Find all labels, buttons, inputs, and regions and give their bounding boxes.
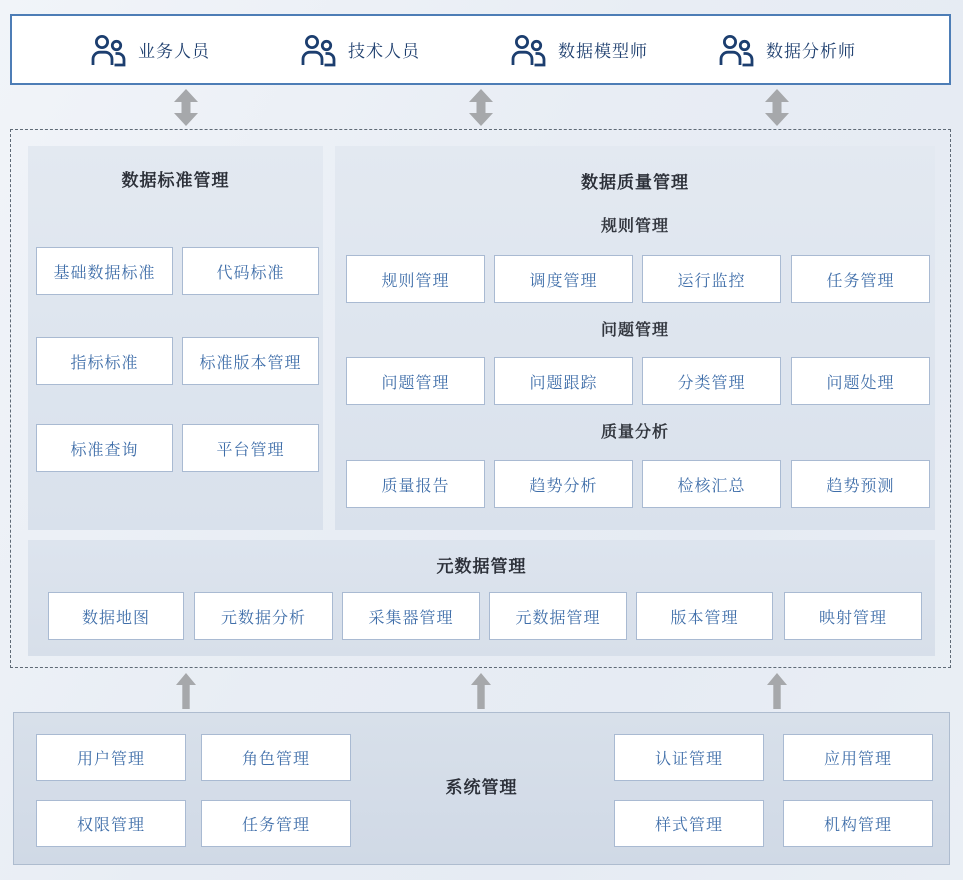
quality-analysis-subtitle: 质量分析 (600, 424, 669, 441)
role-label: 数据模型师 (558, 42, 648, 61)
permission-mgmt-button[interactable]: 权限管理 (36, 800, 186, 847)
app-mgmt-button[interactable]: 应用管理 (783, 734, 933, 781)
standard-version-button[interactable]: 标准版本管理 (182, 337, 319, 385)
data-map-button[interactable]: 数据地图 (48, 592, 184, 640)
basic-data-standard-button[interactable]: 基础数据标准 (36, 247, 173, 295)
user-group-icon (510, 33, 547, 67)
version-mgmt-button[interactable]: 版本管理 (636, 592, 773, 640)
issue-mgmt-button[interactable]: 问题管理 (346, 357, 485, 405)
role-label: 数据分析师 (766, 42, 856, 61)
auth-mgmt-button[interactable]: 认证管理 (614, 734, 764, 781)
run-monitor-button[interactable]: 运行监控 (642, 255, 781, 303)
mapping-mgmt-button[interactable]: 映射管理 (784, 592, 922, 640)
collector-mgmt-button[interactable]: 采集器管理 (342, 592, 480, 640)
metadata-analysis-button[interactable]: 元数据分析 (194, 592, 333, 640)
double-arrow-icon (764, 89, 790, 126)
style-mgmt-button[interactable]: 样式管理 (614, 800, 764, 847)
standard-query-button[interactable]: 标准查询 (36, 424, 173, 472)
user-group-icon (718, 33, 755, 67)
role-item-data-analyst (718, 16, 856, 83)
double-arrow-icon (173, 89, 199, 126)
org-mgmt-button[interactable]: 机构管理 (783, 800, 933, 847)
role-mgmt-button[interactable]: 角色管理 (201, 734, 351, 781)
user-group-icon (90, 33, 127, 67)
role-item-data-modeler (510, 16, 648, 83)
category-mgmt-button[interactable]: 分类管理 (642, 357, 781, 405)
issue-tracking-button[interactable]: 问题跟踪 (494, 357, 633, 405)
panel-title: 系统管理 (445, 778, 518, 797)
roles-bar (10, 14, 951, 85)
up-arrow-icon (175, 673, 197, 709)
indicator-standard-button[interactable]: 指标标准 (36, 337, 173, 385)
up-arrow-icon (470, 673, 492, 709)
task-mgmt-sys-button[interactable]: 任务管理 (201, 800, 351, 847)
metadata-mgmt-button[interactable]: 元数据管理 (489, 592, 627, 640)
role-label: 业务人员 (138, 42, 210, 61)
panel-title: 数据标准管理 (121, 171, 230, 190)
task-mgmt-button[interactable]: 任务管理 (791, 255, 930, 303)
issue-mgmt-subtitle: 问题管理 (600, 322, 669, 339)
role-item-technical (300, 16, 420, 83)
code-standard-button[interactable]: 代码标准 (182, 247, 319, 295)
role-item-business (90, 16, 210, 83)
user-group-icon (300, 33, 337, 67)
schedule-mgmt-button[interactable]: 调度管理 (494, 255, 633, 303)
double-arrow-icon (468, 89, 494, 126)
rule-mgmt-subtitle: 规则管理 (600, 218, 669, 235)
role-label: 技术人员 (348, 42, 420, 61)
system-mgmt-panel (13, 712, 950, 865)
user-mgmt-button[interactable]: 用户管理 (36, 734, 186, 781)
trend-forecast-button[interactable]: 趋势预测 (791, 460, 930, 508)
up-arrow-icon (766, 673, 788, 709)
panel-title: 数据质量管理 (581, 173, 689, 192)
quality-report-button[interactable]: 质量报告 (346, 460, 485, 508)
data-quality-panel (335, 146, 935, 530)
panel-title: 元数据管理 (436, 557, 527, 576)
platform-mgmt-button[interactable]: 平台管理 (182, 424, 319, 472)
metadata-panel (28, 540, 935, 656)
issue-handling-button[interactable]: 问题处理 (791, 357, 930, 405)
check-summary-button[interactable]: 检核汇总 (642, 460, 781, 508)
data-standard-panel (28, 146, 323, 530)
rule-mgmt-button[interactable]: 规则管理 (346, 255, 485, 303)
trend-analysis-button[interactable]: 趋势分析 (494, 460, 633, 508)
